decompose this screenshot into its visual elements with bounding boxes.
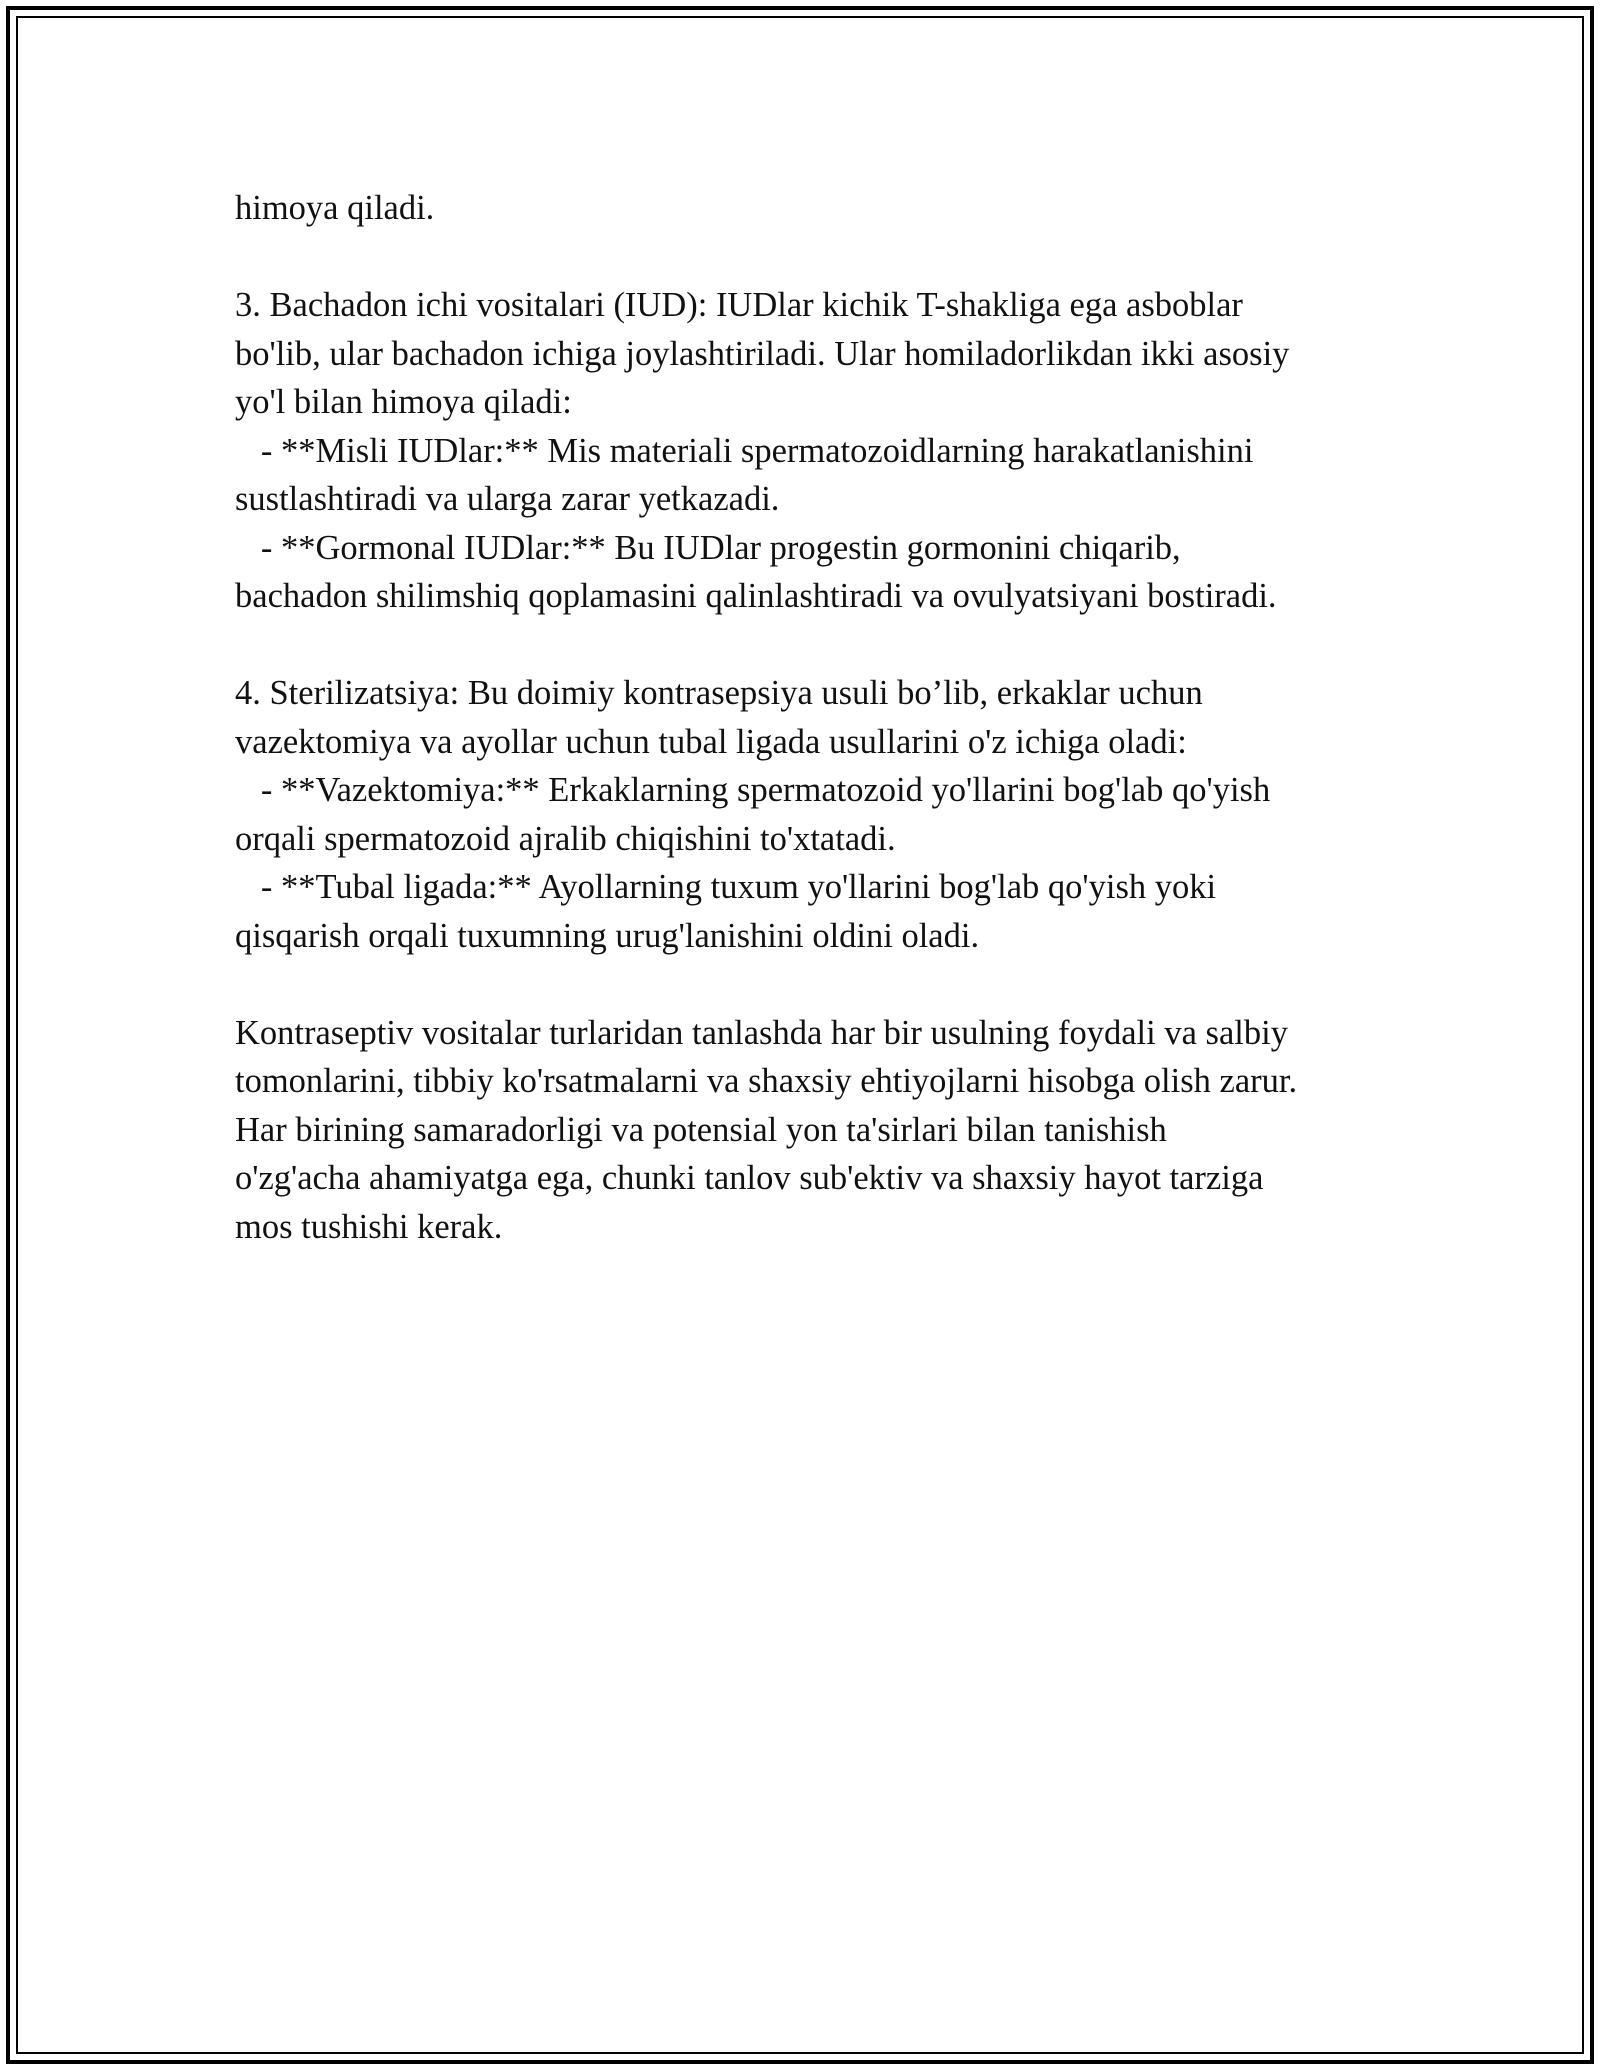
text-line: tomonlarini, tibbiy ko'rsatmalarni va shaxsiy ehtiyojlarni hisobga olish zarur.	[235, 1062, 1298, 1100]
text-line: Kontraseptiv vositalar turlaridan tanlashda har bir usulning foydali va salbiy	[235, 1013, 1288, 1052]
paragraph-conclusion	[235, 1009, 1385, 1252]
text-line: - **Misli IUDlar:** Mis materiali spermatozoidlarning harakatlanishini	[235, 431, 1254, 470]
text-line: 4. Sterilizatsiya: Bu doimiy kontrasepsiya usuli bo’lib, erkaklar uchun	[235, 674, 1203, 712]
text-line: sustlashtiradi va ularga zarar yetkazadi.	[235, 480, 780, 518]
text-line: bachadon shilimshiq qoplamasini qalinlashtiradi va ovulyatsiyani bostiradi.	[235, 577, 1277, 615]
text-line: mos tushishi kerak.	[235, 1207, 503, 1246]
paragraph-sterilization	[235, 669, 1385, 960]
text-line: orqali spermatozoid ajralib chiqishini to'xtatadi.	[235, 819, 896, 858]
document-body	[235, 184, 1385, 1251]
text-line: qisqarish orqali tuxumning urug'lanishini oldini oladi.	[235, 916, 980, 955]
text-line: yo'l bilan himoya qiladi:	[235, 383, 572, 421]
paragraph-continuation	[235, 184, 1385, 233]
text-line: - **Vazektomiya:** Erkaklarning spermatozoid yo'llarini bog'lab qo'yish	[235, 771, 1271, 809]
text-line: himoya qiladi.	[235, 189, 435, 227]
text-line: bo'lib, ular bachadon ichiga joylashtiriladi. Ular homiladorlikdan ikki asosiy	[235, 334, 1290, 373]
text-line: - **Gormonal IUDlar:** Bu IUDlar progestin gormonini chiqarib,	[235, 528, 1181, 567]
paragraph-spacer	[235, 233, 1385, 282]
paragraph-iud	[235, 281, 1385, 621]
text-line: o'zg'acha ahamiyatga ega, chunki tanlov sub'ektiv va shaxsiy hayot tarziga	[235, 1159, 1264, 1197]
text-line: Har birining samaradorligi va potensial yon ta'sirlari bilan tanishish	[235, 1110, 1167, 1149]
text-line: - **Tubal ligada:** Ayollarning tuxum yo'llarini bog'lab qo'yish yoki	[235, 868, 1217, 906]
text-line: vazektomiya va ayollar uchun tubal ligada usullarini o'z ichiga oladi:	[235, 722, 1187, 761]
paragraph-spacer	[235, 621, 1385, 670]
text-line: 3. Bachadon ichi vositalari (IUD): IUDlar kichik T-shakliga ega asboblar	[235, 286, 1243, 324]
paragraph-spacer	[235, 960, 1385, 1009]
